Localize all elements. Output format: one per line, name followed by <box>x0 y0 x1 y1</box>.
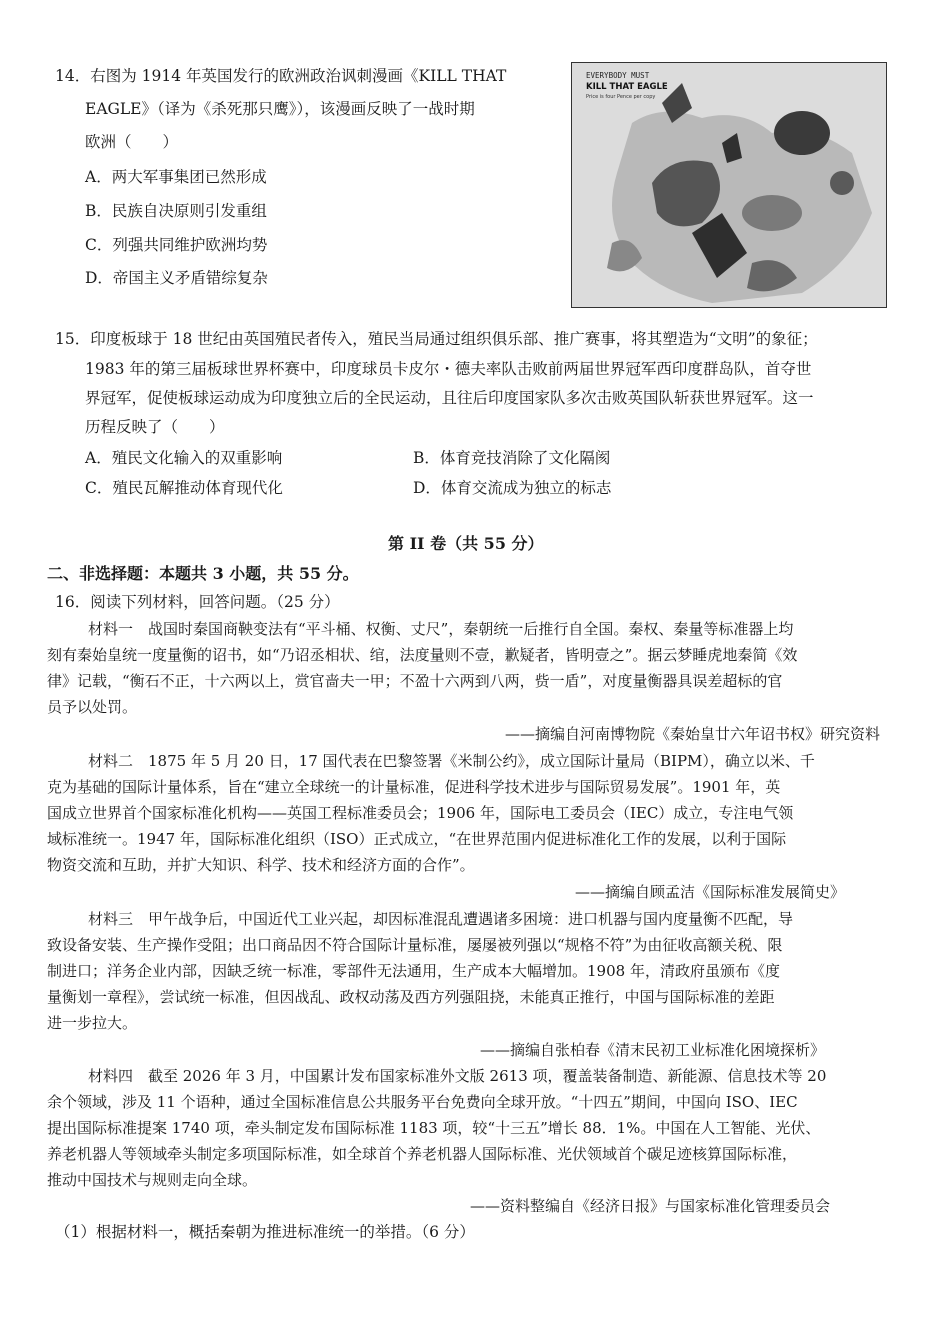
section-title: 第 II 卷（共 55 分） <box>388 534 544 553</box>
q14-option-b: B．民族自决原则引发重组 <box>85 202 267 220</box>
m1-line4: 员予以处罚。 <box>47 698 138 716</box>
m3-line3: 制进口；洋务企业内部，因缺乏统一标准，零部件无法通用，生产成本大幅增加。1908 年，清政府虽颁布《度 <box>47 962 780 980</box>
q14-stem-line2: EAGLE》（译为《杀死那只鹰》），该漫画反映了一战时期 <box>85 100 475 118</box>
q14-option-c: C．列强共同维护欧洲均势 <box>85 236 268 254</box>
m1-line1: 材料一 战国时秦国商鞅变法有“平斗桶、权衡、丈尺”，秦朝统一后推行自全国。秦权、秦量等标准器上均 <box>88 620 794 638</box>
cartoon-title-top: EVERYBODY MUST <box>586 71 650 80</box>
q15-option-b: B．体育竞技消除了文化隔阂 <box>413 449 611 467</box>
cartoon-title-main: KILL THAT EAGLE <box>586 82 668 92</box>
q15-option-c: C．殖民瓦解推动体育现代化 <box>85 479 283 497</box>
m2-source: ——摘编自顾孟洁《国际标准发展简史》 <box>575 883 846 901</box>
q14-stem-line3: 欧洲（ ） <box>85 133 179 151</box>
m2-line4: 域标准统一。1947 年，国际标准化组织（ISO）正式成立，“在世界范围内促进标准化工作的发展，以利于国际 <box>47 830 787 848</box>
m3-line2: 致设备安装、生产操作受阻；出口商品因不符合国际计量标准，屡屡被列强以“规格不符”为由征收高额关税、限 <box>47 936 783 954</box>
q16-intro: 16．阅读下列材料，回答问题。（25 分） <box>55 593 340 611</box>
m4-line4: 养老机器人等领域牵头制定多项国际标准，如全球首个养老机器人国际标准、光伏领域首个碳足迹核算国际标准， <box>47 1145 798 1163</box>
q15-stem-line4: 历程反映了（ ） <box>85 418 225 436</box>
m4-line2: 余个领域，涉及 11 个语种，通过全国标准信息公共服务平台免费向全球开放。“十四五”期间，中国向 ISO、IEC <box>47 1093 798 1111</box>
q14-option-d: D．帝国主义矛盾错综复杂 <box>85 269 268 287</box>
q15-stem-line3: 界冠军，促使板球运动成为印度独立后的全民运动，且往后印度国家队多次击败英国队斩获世界冠军。这一 <box>85 389 814 407</box>
m3-line4: 量衡划一章程》，尝试统一标准，但因战乱、政权动荡及西方列强阻挠，未能真正推行，中国与国际标准的差距 <box>47 988 775 1006</box>
m4-source: ——资料整编自《经济日报》与国家标准化管理委员会 <box>470 1197 831 1215</box>
q15-stem-line2: 1983 年的第三届板球世界杯赛中，印度球员卡皮尔・德夫率队击败前两届世界冠军西印度群岛队，首夺世 <box>85 360 812 378</box>
m1-line2: 刻有秦始皇统一度量衡的诏书，如“乃诏丞相状、绾，法度量则不壹，歉疑者，皆明壹之”。据云梦睡虎地秦简《效 <box>47 646 798 664</box>
kill-that-eagle-cartoon <box>571 62 887 308</box>
m4-line3: 提出国际标准提案 1740 项，牵头制定发布国际标准 1183 项，较“十三五”增长 88．1%。中国在人工智能、光伏、 <box>47 1119 821 1137</box>
m4-line1: 材料四 截至 2026 年 3 月，中国累计发布国家标准外文版 2613 项，覆盖装备制造、新能源、信息技术等 20 <box>88 1067 827 1085</box>
q15-stem-line1: 15．印度板球于 18 世纪由英国殖民者传入，殖民当局通过组织俱乐部、推广赛事，将其塑造为“文明”的象征； <box>55 330 818 348</box>
q16-sub1: （1）根据材料一，概括秦朝为推进标准统一的举措。（6 分） <box>55 1223 475 1241</box>
m2-line3: 国成立世界首个国家标准化机构——英国工程标准委员会；1906 年，国际电工委员会（IEC）成立，专注电气领 <box>47 804 794 822</box>
q15-option-d: D．体育交流成为独立的标志 <box>413 479 612 497</box>
q14-option-a: A．两大军事集团已然形成 <box>85 168 267 186</box>
m1-line3: 律》记载，“衡石不正，十六两以上，赏官啬夫一甲；不盈十六两到八两，赀一盾”，对度量衡器具误差超标的官 <box>47 672 783 690</box>
section-heading: 二、非选择题：本题共 3 小题，共 55 分。 <box>47 564 359 583</box>
m2-line5: 物资交流和互助，并扩大知识、科学、技术和经济方面的合作”。 <box>47 856 475 874</box>
m3-line5: 进一步拉大。 <box>47 1014 138 1032</box>
m2-line2: 克为基础的国际计量体系，旨在“建立全球统一的计量标准，促进科学技术进步与国际贸易发展”。1901 年，英 <box>47 778 781 796</box>
m2-line1: 材料二 1875 年 5 月 20 日，17 国代表在巴黎签署《米制公约》，成立国际计量局（BIPM），确立以米、千 <box>88 752 815 770</box>
cartoon-subtitle: Price is four Pence per copy <box>586 94 656 100</box>
m3-line1: 材料三 甲午战争后，中国近代工业兴起，却因标准混乱遭遇诸多困境：进口机器与国内度量衡不匹配，导 <box>88 910 794 928</box>
m1-source: ——摘编自河南博物院《秦始皇廿六年诏书权》研究资料 <box>505 725 881 743</box>
q15-option-a: A．殖民文化输入的双重影响 <box>85 449 283 467</box>
m4-line5: 推动中国技术与规则走向全球。 <box>47 1171 258 1189</box>
q14-stem-line1: 14．右图为 1914 年英国发行的欧洲政治讽刺漫画《KILL THAT <box>55 67 507 85</box>
m3-source: ——摘编自张柏春《清末民初工业标准化困境探析》 <box>480 1041 826 1059</box>
